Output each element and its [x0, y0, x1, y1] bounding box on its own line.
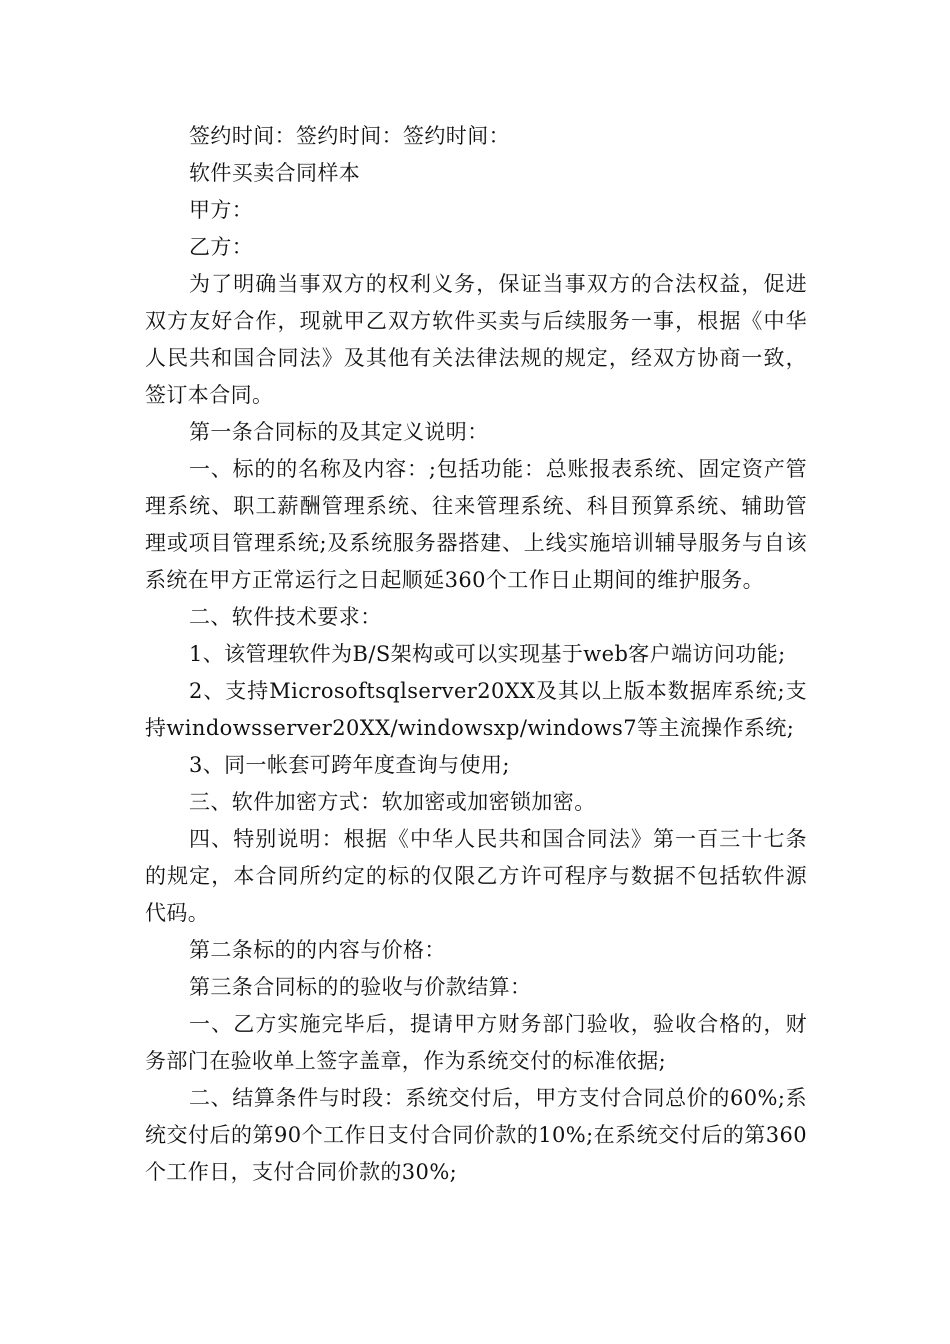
article-3-item-2: 二、结算条件与时段：系统交付后，甲方支付合同总价的60%;系统交付后的第90个工作日支付合同价款的10%;在系统交付后的第360个工作日，支付合同价款的30%;: [145, 1086, 807, 1184]
tech-requirement-3: 3、同一帐套可跨年度查询与使用;: [189, 753, 510, 777]
article-1-item-1: 一、标的的名称及内容：;包括功能：总账报表系统、固定资产管理系统、职工薪酬管理系统、往来管理系统、科目预算系统、辅助管理或项目管理系统;及系统服务器搭建、上线实施培训辅导服务与自该系统在甲方正常运行之日起顺延360个工作日止期间的维护服务。: [145, 457, 807, 592]
tech-requirement-2: 2、支持Microsoftsqlserver20XX及其以上版本数据库系统;支持windowsserver20XX/windowsxp/windows7等主流操作系统;: [145, 679, 807, 740]
tech-requirement-1: 1、该管理软件为B/S架构或可以实现基于web客户端访问功能;: [189, 642, 786, 666]
party-b-line: 乙方：: [189, 235, 254, 259]
article-2-heading: 第二条标的的内容与价格：: [189, 938, 446, 962]
signing-time-line: 签约时间：签约时间：签约时间：: [189, 124, 510, 148]
document-body: [145, 118, 807, 1191]
document-title: 软件买卖合同样本: [189, 161, 361, 185]
article-1-item-2-heading: 二、软件技术要求：: [189, 605, 382, 629]
article-1-item-4: 四、特别说明：根据《中华人民共和国合同法》第一百三十七条的规定，本合同所约定的标的仅限乙方许可程序与数据不包括软件源代码。: [145, 827, 807, 925]
article-3-item-1: 一、乙方实施完毕后，提请甲方财务部门验收，验收合格的，财务部门在验收单上签字盖章，作为系统交付的标准依据;: [145, 1012, 807, 1073]
article-1-heading: 第一条合同标的及其定义说明：: [189, 420, 489, 444]
preamble-paragraph: 为了明确当事双方的权利义务，保证当事双方的合法权益，促进双方友好合作，现就甲乙双方软件买卖与后续服务一事，根据《中华人民共和国合同法》及其他有关法律法规的规定，经双方协商一致，签订本合同。: [145, 272, 807, 407]
article-3-heading: 第三条合同标的的验收与价款结算：: [189, 975, 532, 999]
article-1-item-3: 三、软件加密方式：软加密或加密锁加密。: [189, 790, 596, 814]
party-a-line: 甲方：: [189, 198, 254, 222]
